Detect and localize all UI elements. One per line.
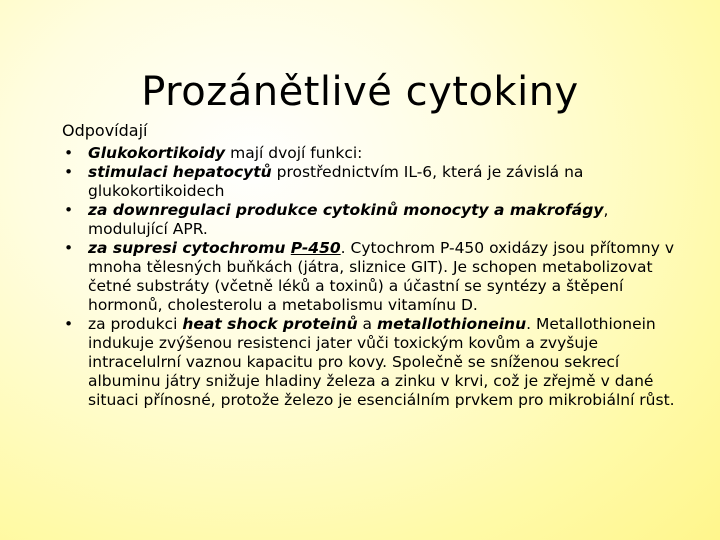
bullet-item-heat-shock: [62, 315, 682, 410]
bullet-item-glukokortikoidy: [62, 144, 682, 163]
bullet-1-text: mají dvojí funkci:: [225, 144, 363, 162]
bullet-1-term: Glukokortikoidy: [88, 144, 226, 162]
bullet-4-term-p450: P-450: [290, 239, 341, 257]
bullet-item-hepatocyty: [62, 163, 682, 201]
intro-text: Odpovídají: [62, 121, 148, 140]
bullet-5-term-mt: metallothioneinu: [376, 315, 527, 333]
bullet-5-term-hsp: heat shock proteinů: [182, 315, 358, 333]
bullet-item-downregulace: [62, 201, 682, 239]
bullet-3-text: , modulující APR.: [88, 201, 609, 238]
bullet-item-cytochrom: [62, 239, 682, 315]
bullet-5-text: . Metallothionein indukuje zvýšenou resistenci jater vůči toxickým kovům a zvyšuje intracelulrní vaznou kapacitu pro kovy. Společně se sníženou sekrecí albuminu játry snižuje hladiny železa a zinku v krvi, což je zřejmě v dané situaci přínosné, protože železo je esenciálním prvkem pro mikrobiální růst.: [88, 315, 675, 409]
slide-title: Prozánětlivé cytokiny: [141, 69, 579, 115]
bullet-5-lead: za produkci: [88, 315, 183, 333]
bullet-2-term: stimulaci hepatocytů: [88, 163, 272, 181]
bullet-5-conj: a: [357, 315, 377, 333]
bullet-4-term: za supresi cytochromu: [88, 239, 291, 257]
bullet-4-text: . Cytochrom P-450 oxidázy jsou přítomny v mnoha tělesných buňkách (játra, sliznice GIT). Je schopen metabolizovat četné substráty (včetně léků a toxinů) a účastní se syntézy a štěpení hormonů, cholesterolu a metabolismu vitamínu D.: [88, 239, 675, 314]
bullet-2-text: prostřednictvím IL-6, která je závislá na glukokortikoidech: [88, 163, 584, 200]
bullet-list: [62, 144, 682, 410]
bullet-3-term: za downregulaci produkce cytokinů monocyty a makrofágy: [88, 201, 604, 219]
